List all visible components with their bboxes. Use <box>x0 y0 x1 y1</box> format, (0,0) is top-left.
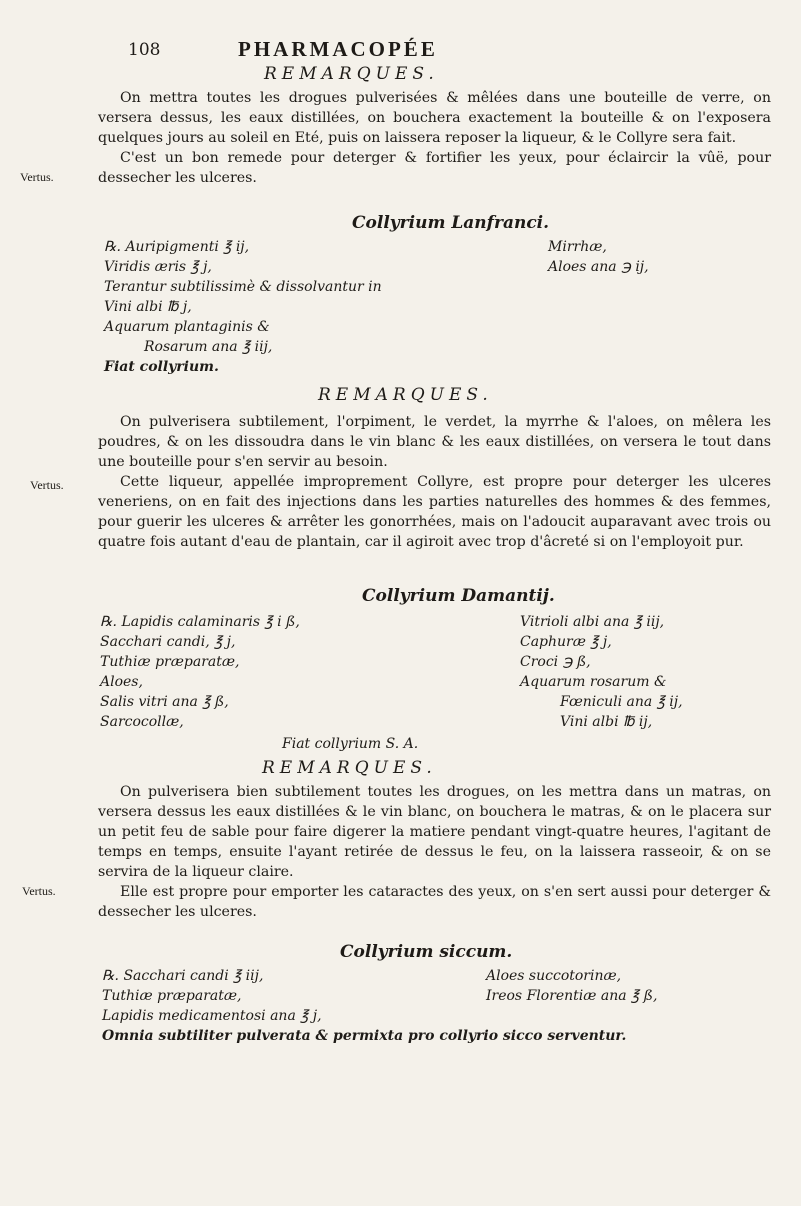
paragraph: Cette liqueur, appellée improprement Collyre, est propre pour deterger les ulceres veneriens, on en fait des injections dans les parties naturelles des hommes & des femmes, pour guerir les ulceres & arrêter les gonorrhées, mais on l'adoucit auparavant avec trois ou quatre fois autant d'eau de plantain, car il agiroit avec trop d'âcreté si on l'employoit pur. <box>98 474 771 550</box>
remarques-text-1 <box>98 88 771 188</box>
recipe-damantij-left <box>100 612 300 732</box>
recipe-title-lanfranci: Collyrium Lanfranci. <box>352 213 550 233</box>
recipe-lanfranci-right <box>548 237 649 277</box>
ingredient: Sarcocollæ, <box>100 714 184 730</box>
ingredient: Sacchari candi, ℥ j, <box>100 634 236 650</box>
recipe-title-siccum: Collyrium siccum. <box>340 942 513 962</box>
ingredient: Aloes ana ℈ ij, <box>548 259 649 275</box>
ingredient: Terantur subtilissimè & dissolvantur in <box>104 279 382 295</box>
ingredient: Aquarum plantaginis & <box>104 319 270 335</box>
margin-note-vertus-3: Vertus. <box>22 884 56 898</box>
ingredient: Vini albi ℔ ij, <box>560 714 653 730</box>
ingredient: Tuthiæ præparatæ, <box>100 654 240 670</box>
recipe-siccum-right <box>486 966 657 1006</box>
fiat-line: Fiat collyrium. <box>104 359 219 375</box>
remarques-heading-1: REMARQUES. <box>264 64 439 84</box>
remarques-text-3 <box>98 782 771 922</box>
recipe-siccum-final-line: Omnia subtiliter pulverata & permixta pro collyrio sicco serventur. <box>102 1028 627 1044</box>
fiat-line: Fiat collyrium S. A. <box>282 736 419 752</box>
recipe-siccum-left <box>102 966 322 1026</box>
paragraph: On pulverisera bien subtilement toutes les drogues, on les mettra dans un matras, on versera dessus les eaux distillées & le vin blanc, on bouchera le matras, & on le placera sur un petit feu de sable pour faire digerer la matiere pendant vingt-quatre heures, l'agitant de temps en temps, ensuite l'ayant retirée de dessus le feu, on la laissera rasseoir, & on se servira de la liqueur claire. <box>98 784 771 880</box>
ingredient: ℞. Auripigmenti ℥ ij, <box>104 239 250 255</box>
recipe-lanfranci-left <box>104 237 382 377</box>
margin-note-vertus-1: Vertus. <box>20 170 54 184</box>
page-number: 108 <box>128 40 161 60</box>
ingredient: Vitrioli albi ana ℥ iij, <box>520 614 665 630</box>
ingredient: Viridis æris ℥ j, <box>104 259 212 275</box>
ingredient: Mirrhæ, <box>548 239 607 255</box>
recipe-damantij-right <box>520 612 683 732</box>
paragraph: Elle est propre pour emporter les cataractes des yeux, on s'en sert aussi pour deterger & dessecher les ulceres. <box>98 884 771 920</box>
remarques-heading-3: REMARQUES. <box>262 758 437 778</box>
ingredient: ℞. Sacchari candi ℥ iij, <box>102 968 264 984</box>
paragraph: On mettra toutes les drogues pulverisées & mêlées dans une bouteille de verre, on versera dessus, les eaux distillées, on bouchera exactement la bouteille & on l'exposera quelques jours au soleil en Eté, puis on laissera reposer la liqueur, & le Collyre sera fait. <box>98 90 771 146</box>
ingredient: Lapidis medicamentosi ana ℥ j, <box>102 1008 322 1024</box>
ingredient: Caphuræ ℥ j, <box>520 634 612 650</box>
ingredient: Vini albi ℔ j, <box>104 299 192 315</box>
ingredient: Croci ℈ ß, <box>520 654 591 670</box>
ingredient: Ireos Florentiæ ana ℥ ß, <box>486 988 658 1004</box>
margin-note-vertus-2: Vertus. <box>30 478 64 492</box>
running-title: PHARMACOPÉE <box>238 37 438 61</box>
ingredient: ℞. Lapidis calaminaris ℥ i ß, <box>100 614 300 630</box>
recipe-title-damantij: Collyrium Damantij. <box>362 586 555 606</box>
remarques-text-2 <box>98 412 771 552</box>
paragraph: On pulverisera subtilement, l'orpiment, le verdet, la myrrhe & l'aloes, on mêlera les poudres, & on les dissoudra dans le vin blanc & les eaux distillées, on versera le tout dans une bouteille pour s'en servir au besoin. <box>98 414 771 470</box>
ingredient: Fœniculi ana ℥ ij, <box>560 694 683 710</box>
remarques-heading-2: REMARQUES. <box>318 385 493 405</box>
ingredient: Aloes, <box>100 674 143 690</box>
ingredient: Salis vitri ana ℥ ß, <box>100 694 229 710</box>
ingredient: Aloes succotorinæ, <box>486 968 622 984</box>
ingredient: Aquarum rosarum & <box>520 674 667 690</box>
paragraph: C'est un bon remede pour deterger & fortifier les yeux, pour éclaircir la vûë, pour dessecher les ulceres. <box>98 150 771 186</box>
ingredient: Tuthiæ præparatæ, <box>102 988 242 1004</box>
ingredient: Rosarum ana ℥ iij, <box>144 339 273 355</box>
